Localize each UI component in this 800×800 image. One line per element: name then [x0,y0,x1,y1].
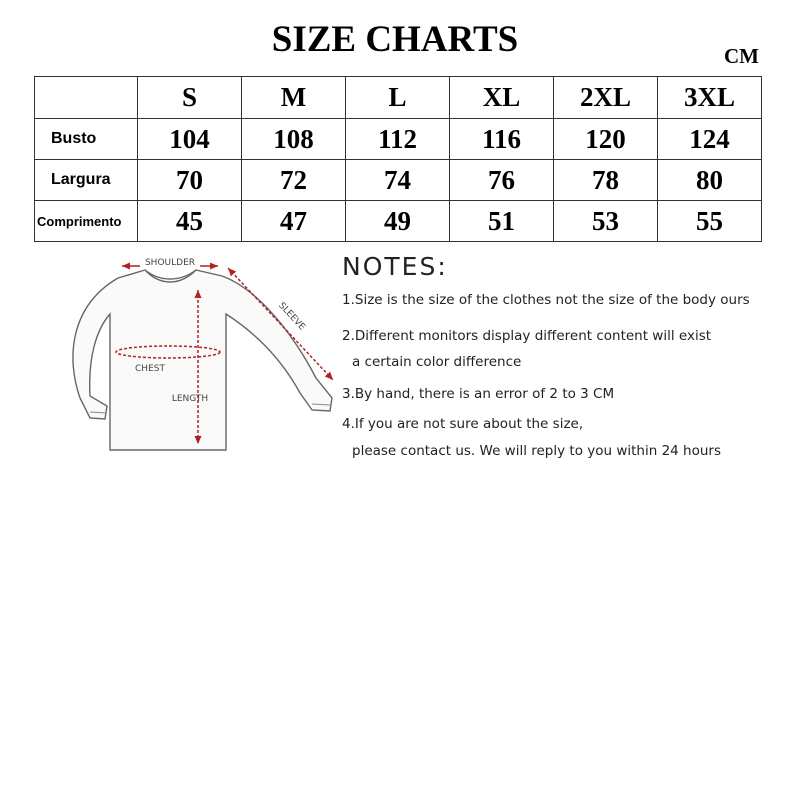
table-cell: 53 [554,201,658,242]
sleeve-label: SLEEVE [276,300,307,333]
size-header: 2XL [554,77,658,119]
size-table [34,76,762,242]
table-cell: 55 [658,201,762,242]
note-line: 3.By hand, there is an error of 2 to 3 CM [342,386,615,402]
table-cell: 49 [346,201,450,242]
table-cell: 70 [138,160,242,201]
size-header: 3XL [658,77,762,119]
row-label: Comprimento [35,201,138,242]
page-title: SIZE CHARTS [271,19,519,60]
size-header: XL [450,77,554,119]
table-header-row [35,77,762,119]
table-cell: 72 [242,160,346,201]
table-cell: 108 [242,119,346,160]
table-cell: 78 [554,160,658,201]
table-cell: 104 [138,119,242,160]
table-row [35,119,762,160]
size-header: M [242,77,346,119]
size-header: S [138,77,242,119]
table-cell: 51 [450,201,554,242]
shoulder-label: SHOULDER [144,258,196,268]
row-label: Busto [35,119,138,160]
chest-label: CHEST [135,364,165,374]
size-header: L [346,77,450,119]
table-row [35,160,762,201]
shirt-outline [73,270,332,450]
table-cell: 45 [138,201,242,242]
table-cell: 47 [242,201,346,242]
table-cell: 76 [450,160,554,201]
row-label: Largura [35,160,138,201]
table-cell: 74 [346,160,450,201]
table-row [35,201,762,242]
note-line: a certain color difference [352,354,522,370]
table-cell: 124 [658,119,762,160]
note-line: please contact us. We will reply to you within 24 hours [352,443,722,459]
length-label: LENGTH [171,394,209,404]
table-cell: 116 [450,119,554,160]
table-cell: 112 [346,119,450,160]
note-line: 2.Different monitors display different content will exist [342,328,712,344]
table-cell: 120 [554,119,658,160]
notes-title: NOTES: [342,252,448,281]
note-line: 4.If you are not sure about the size, [342,416,584,432]
note-line: 1.Size is the size of the clothes not the size of the body ours [342,292,750,308]
garment-measurement-diagram [50,248,350,463]
unit-label: CM [724,44,759,68]
table-corner-cell [35,77,138,119]
table-cell: 80 [658,160,762,201]
